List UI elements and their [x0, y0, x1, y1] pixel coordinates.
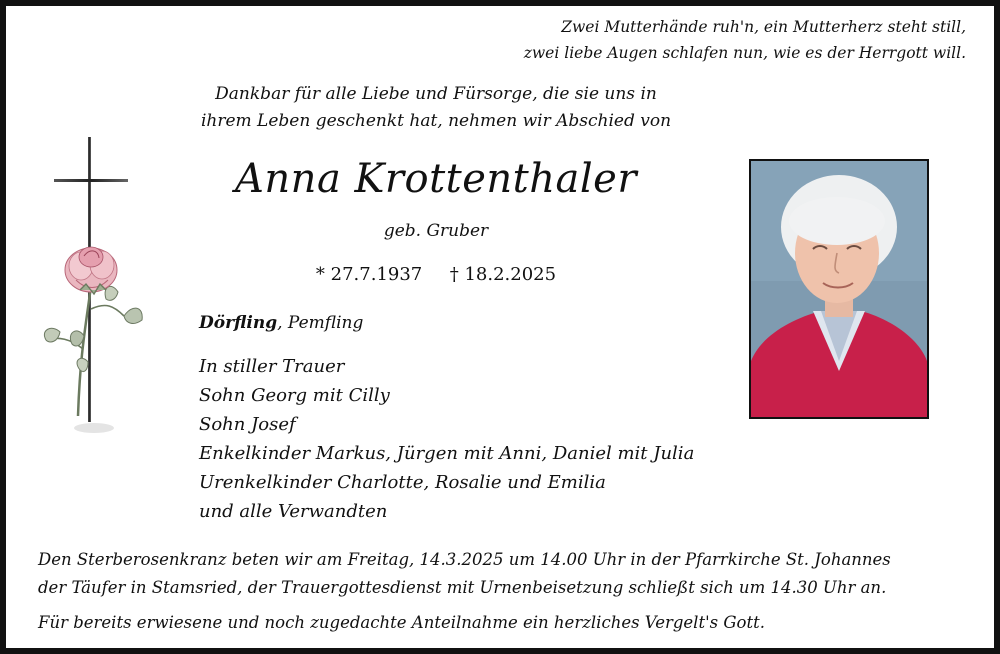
footer-line-3: Für bereits erwiesene und noch zugedachte Anteilnahme ein herzliches Vergelt's Gott.	[38, 613, 765, 632]
portrait-illustration	[751, 161, 927, 417]
birth-name: geb. Gruber	[383, 221, 489, 241]
place-secondary: , Pemfling	[277, 313, 364, 333]
verse-line-1: Zwei Mutterhände ruh'n, ein Mutterherz steht still,	[561, 18, 966, 36]
life-dates	[196, 264, 676, 285]
mourner-line: Urenkelkinder Charlotte, Rosalie und Emilia	[199, 472, 606, 493]
place-main: Dörfling	[199, 313, 278, 333]
cross-with-rose-icon	[36, 134, 156, 434]
birth-date: * 27.7.1937	[315, 264, 423, 285]
verse-line-2: zwei liebe Augen schlafen nun, wie es der Herrgott will.	[523, 44, 966, 62]
mourner-line: Sohn Josef	[199, 414, 296, 435]
death-date: † 18.2.2025	[449, 264, 557, 285]
mourner-line: In stiller Trauer	[199, 356, 345, 377]
intro-line-1: Dankbar für alle Liebe und Fürsorge, die sie uns in	[215, 84, 657, 104]
portrait-photo	[749, 159, 929, 419]
deceased-name: Anna Krottenthaler	[235, 156, 637, 202]
mourner-line: Enkelkinder Markus, Jürgen mit Anni, Daniel mit Julia	[199, 443, 695, 464]
intro-line-2: ihrem Leben geschenkt hat, nehmen wir Abschied von	[200, 111, 672, 131]
footer-line-2: der Täufer in Stamsried, der Trauergottesdienst mit Urnenbeisetzung schließt sich um 14.30 Uhr an.	[38, 578, 887, 597]
mourner-line: Sohn Georg mit Cilly	[199, 385, 390, 406]
mourner-line: und alle Verwandten	[199, 501, 388, 522]
footer-line-1: Den Sterberosenkranz beten wir am Freitag, 14.3.2025 um 14.00 Uhr in der Pfarrkirche St. Johannes	[38, 550, 891, 569]
place-line	[199, 313, 363, 333]
